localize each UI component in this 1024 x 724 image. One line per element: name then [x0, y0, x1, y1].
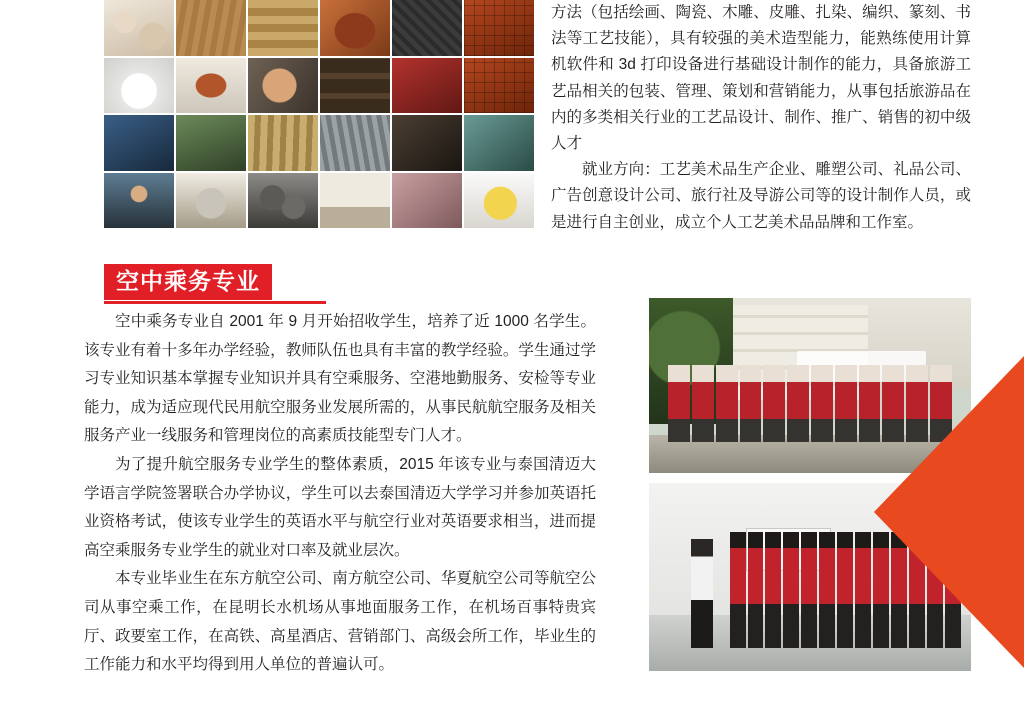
- collage-photo: [104, 0, 174, 56]
- collage-photo: [176, 58, 246, 114]
- photo-instructor: [691, 539, 714, 648]
- craft-photo-collage: [104, 0, 534, 228]
- collage-photo: [320, 115, 390, 171]
- photo-student-row: [730, 532, 962, 649]
- collage-photo: [248, 58, 318, 114]
- top-paragraph-1: 方法（包括绘画、陶瓷、木雕、皮雕、扎染、编织、篆刻、书法等工艺技能），具有较强的美术造型能力，能熟练使用计算机软件和 3d 打印设备进行基础设计制作的能力，具备旅游工艺品相关的包装、管理、策划和营销能力，从事包括旅游品在内的多类相关行业的工艺品设计、制作、推广、销售的初中级人才: [551, 4, 971, 153]
- body-paragraph-1: 空中乘务专业自 2001 年 9 月开始招收学生，培养了近 1000 名学生。该专业有着十多年办学经验，教师队伍也具有丰富的教学经验。学生通过学习专业知识基本掌握专业知识并具有空乘服务、空港地勤服务、安检等专业能力，成为适应现代民用航空服务业发展所需的，从事民航航空服务及相关服务产业一线服务和管理岗位的高素质技能型专门人才。: [84, 313, 596, 445]
- photo-students-indoor-line: [649, 483, 971, 671]
- photo-students-thailand: [649, 298, 971, 473]
- collage-photo: [104, 58, 174, 114]
- photo-student-row: [668, 365, 951, 442]
- collage-photo: [248, 115, 318, 171]
- collage-photo: [248, 0, 318, 56]
- section-body-text: [84, 308, 596, 680]
- collage-photo: [464, 58, 534, 114]
- collage-photo: [104, 173, 174, 229]
- collage-photo: [464, 173, 534, 229]
- collage-photo: [464, 115, 534, 171]
- collage-photo: [176, 0, 246, 56]
- collage-photo: [176, 173, 246, 229]
- top-text-column: [551, 0, 971, 236]
- body-paragraph-2: 为了提升航空服务专业学生的整体素质，2015 年该专业与泰国清迈大学语言学院签署联合办学协议，学生可以去泰国清迈大学学习并参加英语托业资格考试，使该专业学生的英语水平与航空行业对英语要求相当，进而提高空乘服务专业学生的就业对口率及就业层次。: [84, 455, 596, 559]
- collage-photo: [464, 0, 534, 56]
- collage-photo: [392, 58, 462, 114]
- section-heading: 空中乘务专业: [104, 264, 272, 300]
- body-paragraph-3: 本专业毕业生在东方航空公司、南方航空公司、华夏航空公司等航空公司从事空乘工作，在昆明长水机场从事地面服务工作，在机场百事特贵宾厅、政要室工作，在高铁、高星酒店、营销部门、高级会所工作，毕业生的工作能力和水平均得到用人单位的普遍认可。: [84, 570, 596, 674]
- collage-photo: [104, 115, 174, 171]
- collage-photo: [248, 173, 318, 229]
- collage-photo: [176, 115, 246, 171]
- top-paragraph-2: 就业方向：工艺美术品生产企业、雕塑公司、礼品公司、广告创意设计公司、旅行社及导游公司等的设计制作人员，或是进行自主创业，成立个人工艺美术品品牌和工作室。: [551, 161, 971, 231]
- collage-photo: [320, 58, 390, 114]
- collage-photo: [320, 0, 390, 56]
- section-heading-underline: [104, 301, 326, 304]
- collage-photo: [392, 173, 462, 229]
- collage-photo: [320, 173, 390, 229]
- collage-photo: [392, 115, 462, 171]
- collage-photo: [392, 0, 462, 56]
